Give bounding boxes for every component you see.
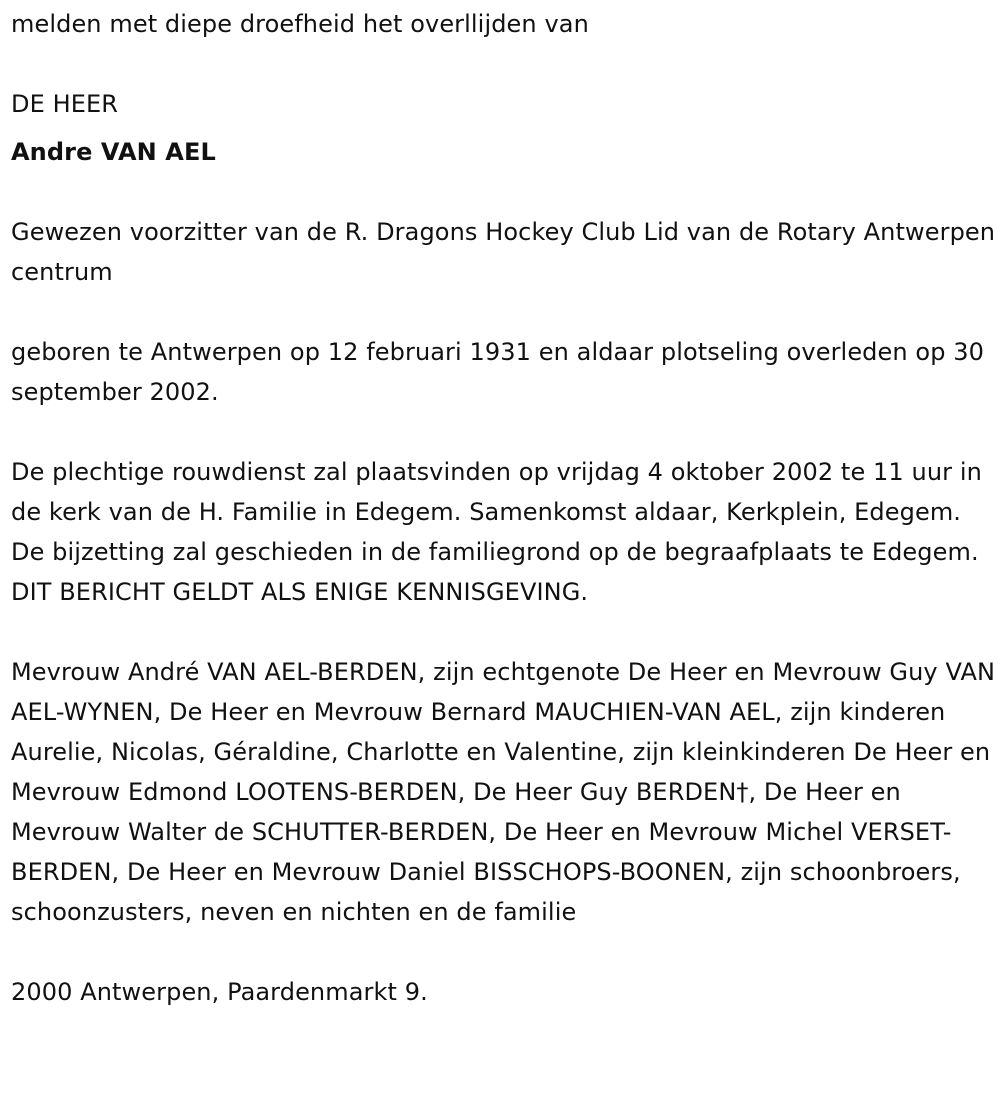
intro-text: melden met diepe droefheid het overllijden van bbox=[11, 10, 589, 38]
obituary-document bbox=[11, 4, 996, 1012]
role-description: Gewezen voorzitter van de R. Dragons Hockey Club Lid van de Rotary Antwerpen centrum bbox=[11, 218, 996, 286]
birth-death-text: geboren te Antwerpen op 12 februari 1931 en aldaar plotseling overleden op 30 september 2002. bbox=[11, 338, 985, 406]
ceremony-details: De plechtige rouwdienst zal plaatsvinden op vrijdag 4 oktober 2002 te 11 uur in de kerk van de H. Familie in Edegem. Samenkomst aldaar, Kerkplein, Edegem. De bijzetting zal geschieden in de familiegrond op de begraafplaats te Edegem. DIT BERICHT GELDT ALS ENIGE KENNISGEVING. bbox=[11, 458, 982, 606]
family-list: Mevrouw André VAN AEL-BERDEN, zijn echtgenote De Heer en Mevrouw Guy VAN AEL-WYNEN, De Heer en Mevrouw Bernard MAUCHIEN-VAN AEL, zijn kinderen Aurelie, Nicolas, Géraldine, Charlotte en Valentine, zijn kleinkinderen De Heer en Mevrouw Edmond LOOTENS-BERDEN, De Heer Guy BERDEN†, De Heer en Mevrouw Walter de SCHUTTER-BERDEN, De Heer en Mevrouw Michel VERSET-BERDEN, De Heer en Mevrouw Daniel BISSCHOPS-BOONEN, zijn schoonbroers, schoonzusters, neven en nichten en de familie bbox=[11, 658, 996, 926]
deceased-name: Andre VAN AEL bbox=[11, 138, 216, 166]
address-line: 2000 Antwerpen, Paardenmarkt 9. bbox=[11, 978, 428, 1006]
honorific-title: DE HEER bbox=[11, 90, 119, 118]
